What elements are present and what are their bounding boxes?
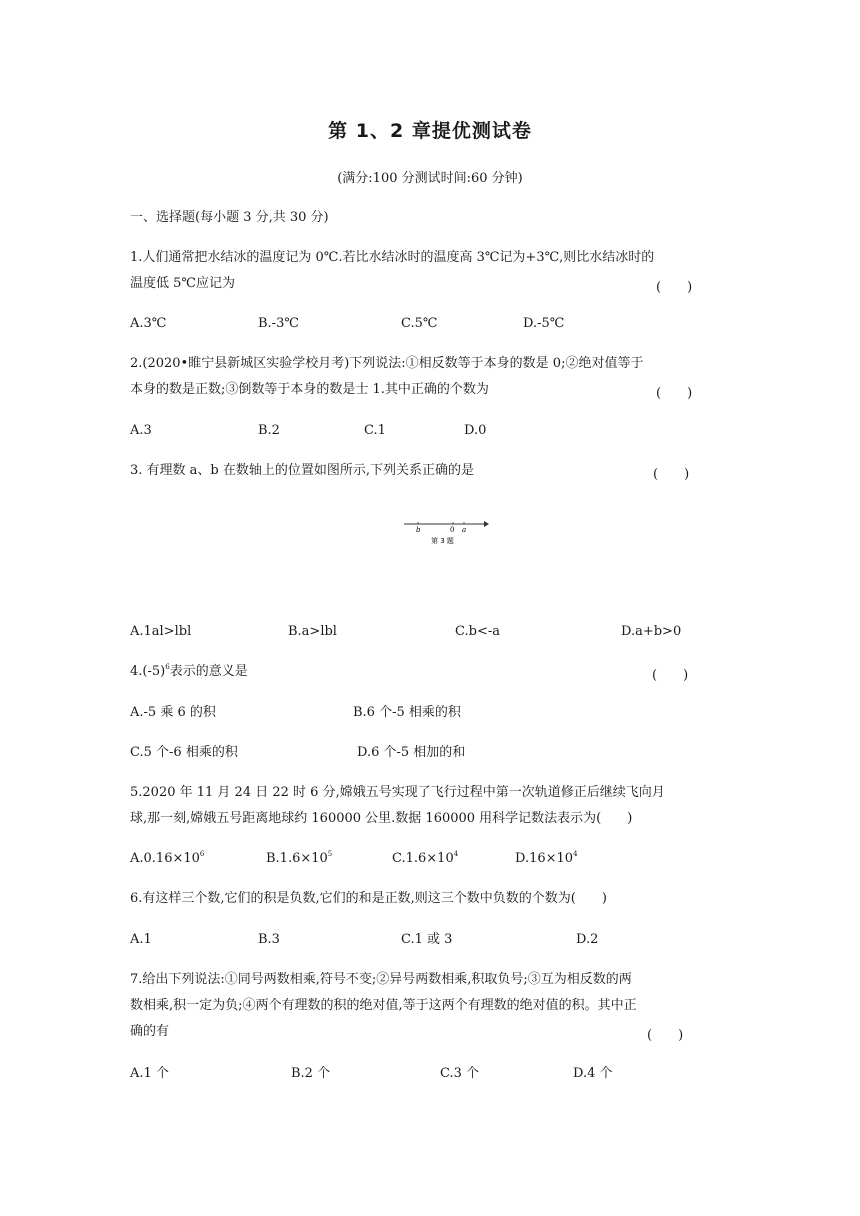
q2-line2: 本身的数是正数;③倒数等于本身的数是士 1.其中正确的个数为	[130, 382, 489, 397]
q4-answer-paren: ( )	[652, 668, 689, 683]
q3-line1: 3. 有理数 a、b 在数轴上的位置如图所示,下列关系正确的是	[130, 463, 475, 478]
q3-option-b: B.a>lbl	[288, 624, 337, 639]
q4-option-c: C.5 个-6 相乘的积	[130, 745, 238, 760]
q7-option-b: B.2 个	[291, 1066, 331, 1081]
q4-text-pre: 4.(-5)	[130, 664, 166, 679]
number-line-figure	[398, 514, 492, 548]
q7-option-c: C.3 个	[440, 1066, 480, 1081]
arrow-icon	[484, 521, 489, 527]
page-subtitle: (满分:100 分测试时间:60 分钟)	[337, 171, 523, 186]
q6-option-b: B.3	[258, 932, 280, 947]
section-heading: 一、选择题(每小题 3 分,共 30 分)	[130, 210, 329, 225]
q5-option-a: $A.0.16\times 10^6$	[130, 850, 205, 866]
q5-option-c: $C.1.6\times 10^4$	[392, 850, 459, 866]
q5-line2: 球,那一刻,嫦娥五号距离地球约 160000 公里.数据 160000 用科学记数法表示为( )	[130, 811, 633, 826]
q3-option-c: C.b<-a	[455, 624, 500, 639]
q4-text-post: 表示的意义是	[169, 664, 248, 679]
q6-option-c: C.1 或 3	[401, 932, 453, 947]
q7-line1: 7.给出下列说法:①同号两数相乘,符号不变;②异号两数相乘,积取负号;③互为相反数的两	[130, 972, 632, 987]
q4-option-b: B.6 个-5 相乘的积	[353, 705, 461, 720]
figure-caption: 第 3 题	[431, 537, 454, 545]
q2-option-b: B.2	[258, 423, 280, 438]
q2-answer-paren: ( )	[656, 386, 693, 401]
q7-option-d: D.4 个	[573, 1066, 613, 1081]
label-b: b	[416, 526, 421, 534]
q4-option-d: D.6 个-5 相加的和	[357, 745, 466, 760]
q7-line2: 数相乘,积一定为负;④两个有理数的积的绝对值,等于这两个有理数的绝对值的积。其中正	[130, 998, 637, 1013]
q2-option-d: D.0	[464, 423, 487, 438]
q6-option-a: A.1	[130, 932, 152, 947]
q5-option-b: $B.1.6\times 10^5$	[266, 850, 333, 866]
q7-answer-paren: ( )	[647, 1028, 684, 1043]
q1-option-c: C.5℃	[401, 316, 438, 331]
q1-option-d: D.-5℃	[523, 316, 565, 331]
q3-option-a: A.1al>lbl	[130, 624, 192, 639]
q2-option-a: A.3	[130, 423, 152, 438]
q4-exponent: 6	[165, 663, 170, 671]
q1-line2: 温度低 5℃应记为	[130, 276, 235, 291]
q4-option-a: A.-5 乘 6 的积	[130, 705, 216, 720]
q2-option-c: C.1	[364, 423, 386, 438]
q6-option-d: D.2	[576, 932, 599, 947]
q1-option-a: A.3℃	[130, 316, 167, 331]
label-a: a	[462, 526, 467, 534]
page-title: 第 1、2 章提优测试卷	[328, 120, 532, 142]
q5-option-d: $D.16\times 10^4$	[515, 850, 578, 866]
q3-option-d: D.a+b>0	[621, 624, 682, 639]
q7-line3: 确的有	[130, 1024, 170, 1039]
q4-line1	[130, 662, 248, 681]
q5-line1: 5.2020 年 11 月 24 日 22 时 6 分,嫦娥五号实现了飞行过程中第一次轨道修正后继续飞向月	[130, 785, 665, 800]
label-0: 0	[450, 526, 455, 534]
q1-line1: 1.人们通常把水结冰的温度记为 0℃.若比水结冰时的温度高 3℃记为+3℃,则比水结冰时的	[130, 250, 655, 265]
q2-line1: 2.(2020•睢宁县新城区实验学校月考)下列说法:①相反数等于本身的数是 0;②绝对值等于	[130, 356, 644, 371]
q3-answer-paren: ( )	[653, 467, 690, 482]
q1-option-b: B.-3℃	[258, 316, 299, 331]
q1-answer-paren: ( )	[656, 280, 693, 295]
q7-option-a: A.1 个	[130, 1066, 169, 1081]
q6-line1: 6.有这样三个数,它们的积是负数,它们的和是正数,则这三个数中负数的个数为( )	[130, 891, 607, 906]
